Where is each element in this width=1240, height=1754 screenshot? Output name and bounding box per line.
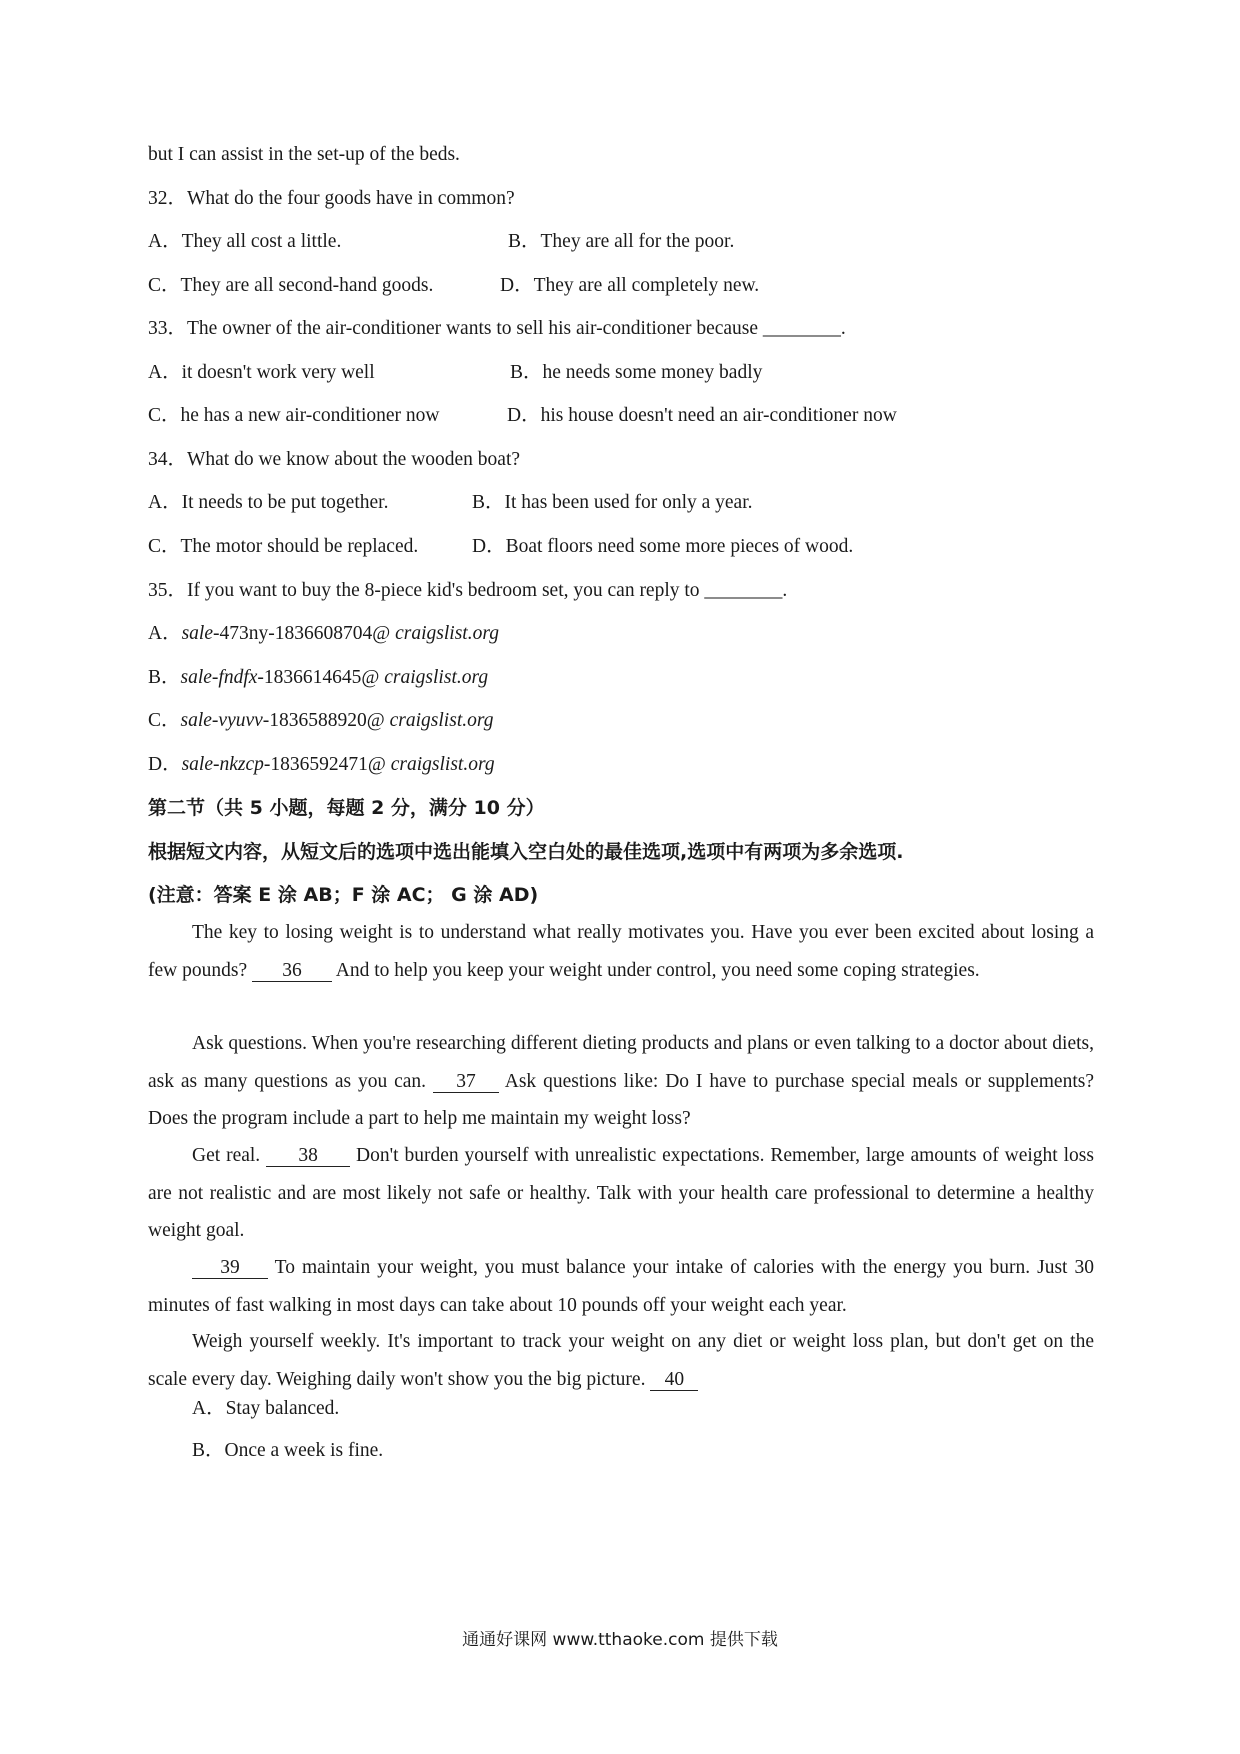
question-35-option-a: A．sale-473ny-1836608704@ craigslist.org [148, 623, 499, 644]
question-33-option-c: C．he has a new air-conditioner now [148, 405, 440, 426]
passage-paragraph-1: The key to losing weight is to understand what really motivates you. Have you ever been excited about losing a few pounds? 36 And to help you keep your weight under control, you need some coping strategies. [148, 922, 1094, 981]
option-b: B．Once a week is fine. [192, 1440, 384, 1461]
question-35-stem: 35．If you want to buy the 8-piece kid's bedroom set, you can reply to ________. [148, 580, 788, 601]
question-33-option-d: D．his house doesn't need an air-conditioner now [507, 405, 897, 426]
question-35-option-c: C．sale-vyuvv-1836588920@ craigslist.org [148, 710, 494, 731]
question-32-option-a: A．They all cost a little. [148, 231, 342, 252]
question-32-stem: 32．What do the four goods have in common? [148, 188, 515, 209]
blank-39: 39 [192, 1258, 268, 1279]
page-footer: 通通好课网 www.tthaoke.com 提供下载 [462, 1630, 778, 1650]
passage-paragraph-4: 39 To maintain your weight, you must balance your intake of calories with the energy you burn. Just 30 minutes of fast walking in most days can take about 10 pounds off your weight each year. [148, 1257, 1094, 1316]
passage-paragraph-5: Weigh yourself weekly. It's important to track your weight on any diet or weight loss plan, but don't get on the scale every day. Weighing daily won't show you the big picture. 40 [148, 1331, 1094, 1390]
question-35-option-d: D．sale-nkzcp-1836592471@ craigslist.org [148, 754, 495, 775]
question-34-option-c: C．The motor should be replaced. [148, 536, 419, 557]
question-35-option-b: B．sale-fndfx-1836614645@ craigslist.org [148, 667, 489, 688]
option-a: A．Stay balanced. [192, 1398, 340, 1419]
section-2-instruction: 根据短文内容，从短文后的选项中选出能填入空白处的最佳选项,选项中有两项为多余选项. [148, 841, 904, 863]
question-33-option-a: A．it doesn't work very well [148, 362, 375, 383]
section-2-heading: 第二节（共 5 小题，每题 2 分，满分 10 分） [148, 797, 545, 819]
blank-40: 40 [650, 1370, 698, 1391]
question-34-option-d: D．Boat floors need some more pieces of wood. [472, 536, 854, 557]
question-34-option-b: B．It has been used for only a year. [472, 492, 753, 513]
section-2-note: (注意：答案 E 涂 AB；F 涂 AC； G 涂 AD) [148, 884, 539, 906]
passage-paragraph-2: Ask questions. When you're researching different dieting products and plans or even talking to a doctor about diets, ask as many questions as you can. 37 Ask questions like: Do I have to purchase special meals or supplements? Does the program include a part to help me maintain my weight loss? [148, 1033, 1094, 1129]
blank-37: 37 [433, 1072, 499, 1093]
question-34-option-a: A．It needs to be put together. [148, 492, 389, 513]
continuation-line: but I can assist in the set-up of the beds. [148, 144, 460, 165]
question-32-option-b: B．They are all for the poor. [508, 231, 735, 252]
blank-38: 38 [266, 1146, 350, 1167]
question-33-option-b: B．he needs some money badly [510, 362, 763, 383]
question-32-option-c: C．They are all second-hand goods. [148, 275, 434, 296]
question-32-option-d: D．They are all completely new. [500, 275, 760, 296]
question-34-stem: 34．What do we know about the wooden boat? [148, 449, 521, 470]
blank-36: 36 [252, 961, 332, 982]
question-33-stem: 33．The owner of the air-conditioner wants to sell his air-conditioner because ________. [148, 318, 846, 339]
passage-paragraph-3: Get real. 38 Don't burden yourself with unrealistic expectations. Remember, large amounts of weight loss are not realistic and are most likely not safe or healthy. Talk with your health care professional to determine a healthy weight goal. [148, 1145, 1094, 1241]
